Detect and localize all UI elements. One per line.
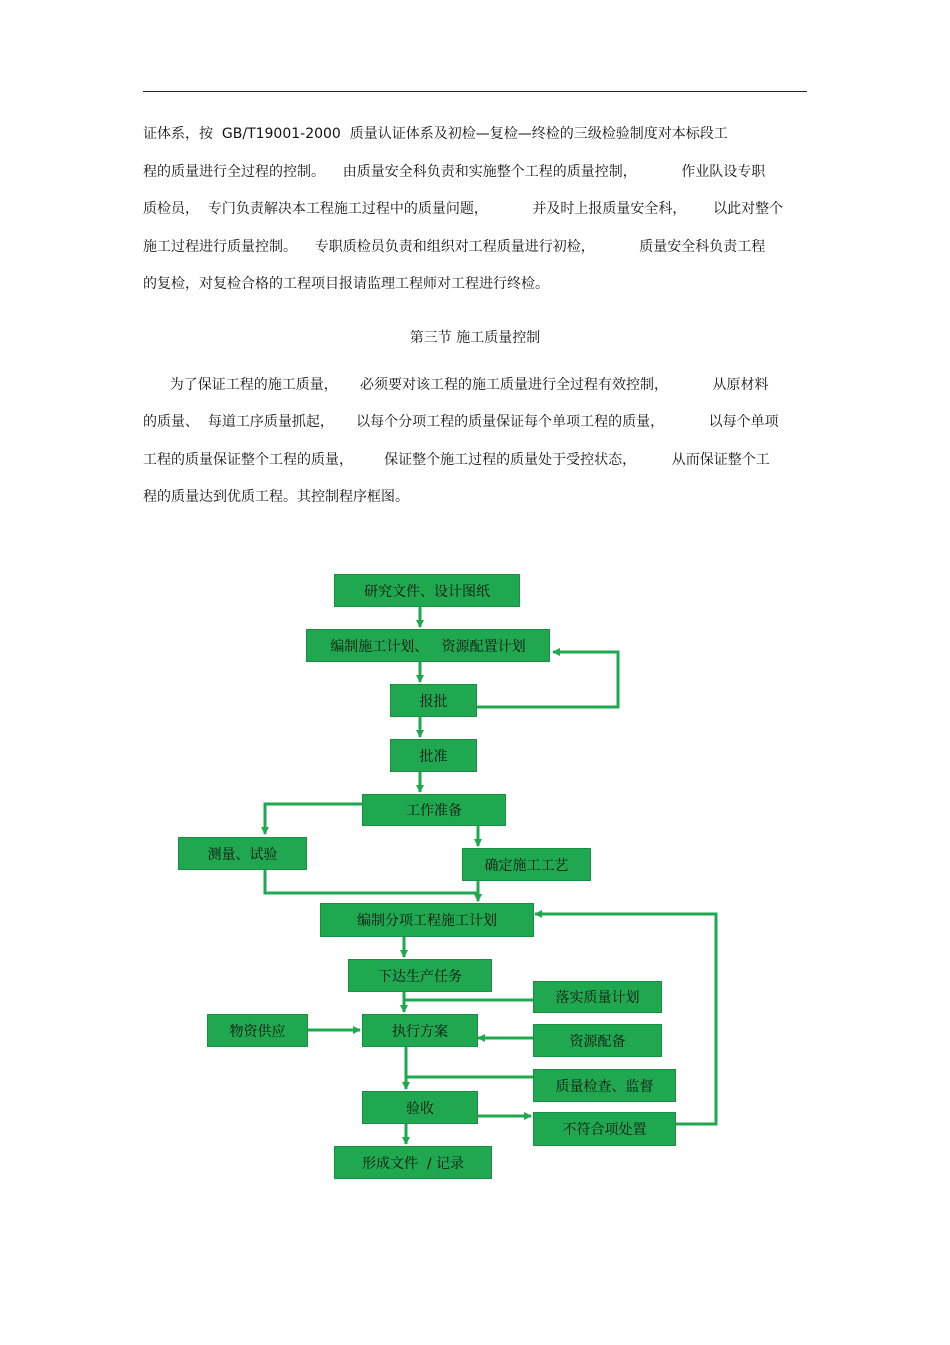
paragraph-2-line: 程的质量达到优质工程。其控制程序框图。 xyxy=(143,489,409,505)
flow-box-work-prep: 工作准备 xyxy=(362,794,506,826)
arrow-survey-subplan xyxy=(265,870,478,901)
flow-box-approve: 批准 xyxy=(390,739,477,772)
flow-box-quality-plan: 落实质量计划 xyxy=(533,981,662,1013)
flow-box-construction-plan: 编制施工计划、 资源配置计划 xyxy=(306,629,550,662)
flow-box-material-supply: 物资供应 xyxy=(207,1014,308,1047)
flow-box-nonconformance: 不符合项处置 xyxy=(533,1112,676,1146)
paragraph-2-line: 工程的质量保证整个工程的质量， 保证整个施工过程的质量处于受控状态， 从而保证整个工 xyxy=(143,452,770,468)
paragraph-2-line: 的质量、 每道工序质量抓起， 以每个分项工程的质量保证每个单项工程的质量， 以每个单项 xyxy=(143,414,779,430)
flow-box-submit: 报批 xyxy=(390,684,477,717)
flow-box-resources: 资源配备 xyxy=(533,1024,662,1057)
paragraph-2-line: 为了保证工程的施工质量， 必须要对该工程的施工质量进行全过程有效控制， 从原材料 xyxy=(143,377,769,393)
header-rule xyxy=(143,91,807,92)
flow-box-sub-item-plan: 编制分项工程施工计划 xyxy=(320,903,534,937)
flow-box-acceptance: 验收 xyxy=(362,1091,478,1124)
flow-box-records: 形成文件 / 记录 xyxy=(334,1146,492,1179)
flow-box-quality-inspection: 质量检查、监督 xyxy=(533,1069,676,1102)
paragraph-1-line: 证体系，按 GB/T19001-2000 质量认证体系及初检—复检—终检的三级检验制度对本标段工 xyxy=(143,126,728,142)
flow-box-execute-plan: 执行方案 xyxy=(362,1014,478,1047)
paragraph-1-line: 质检员， 专门负责解决本工程施工过程中的质量问题， 并及时上报质量安全科， 以此对整个 xyxy=(143,201,784,217)
flow-box-survey-test: 测量、试验 xyxy=(178,837,307,870)
section-title: 第三节 施工质量控制 xyxy=(409,330,541,346)
flow-box-process: 确定施工工艺 xyxy=(462,848,591,881)
flow-box-study-docs: 研究文件、设计图纸 xyxy=(334,574,520,607)
flow-box-production-task: 下达生产任务 xyxy=(348,959,492,992)
paragraph-1-line: 程的质量进行全过程的控制。 由质量安全科负责和实施整个工程的质量控制， 作业队设专职 xyxy=(143,164,766,180)
paragraph-1-line: 施工过程进行质量控制。 专职质检员负责和组织对工程质量进行初检， 质量安全科负责工程 xyxy=(143,239,766,255)
paragraph-1-line: 的复检，对复检合格的工程项目报请监理工程师对工程进行终检。 xyxy=(143,276,549,292)
arrow-prep-survey xyxy=(265,804,362,834)
